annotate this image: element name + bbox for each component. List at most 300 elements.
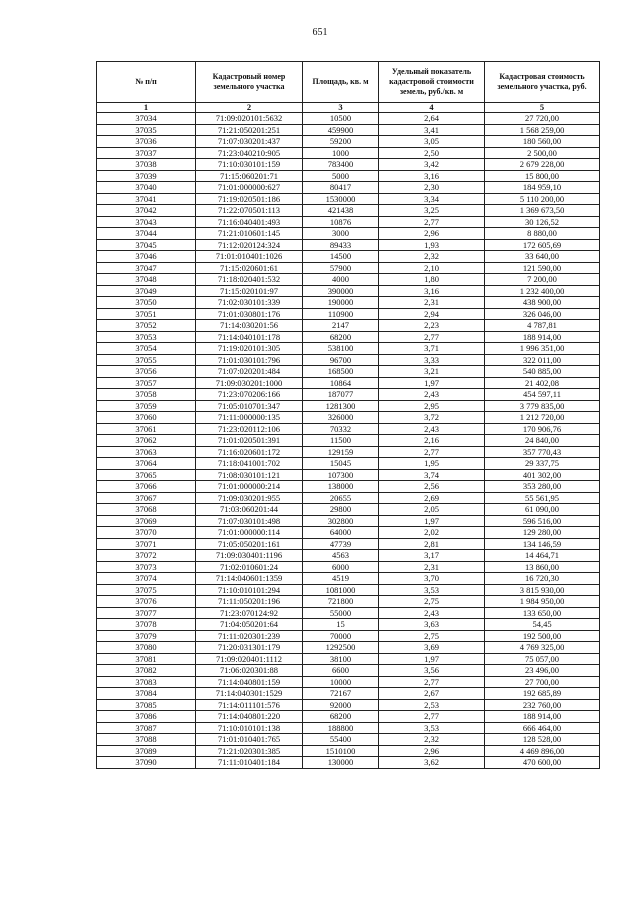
cadastral-number-cell: 71:01:030801:176 (196, 308, 303, 320)
specific-value-cell: 3,56 (379, 665, 485, 677)
table-row (97, 734, 600, 746)
specific-value-cell: 2,43 (379, 607, 485, 619)
row-number-cell: 37042 (97, 205, 196, 217)
cadastral-value-cell: 1 369 673,50 (485, 205, 600, 217)
cadastral-value-cell: 188 914,00 (485, 331, 600, 343)
area-cell: 68200 (303, 331, 379, 343)
row-number-cell: 37034 (97, 113, 196, 125)
cadastral-value-cell: 357 770,43 (485, 446, 600, 458)
cadastral-value-cell: 353 280,00 (485, 481, 600, 493)
area-cell: 10864 (303, 377, 379, 389)
row-number-cell: 37061 (97, 423, 196, 435)
column-number: 1 (97, 103, 196, 113)
specific-value-cell: 3,42 (379, 159, 485, 171)
table-row (97, 722, 600, 734)
cadastral-number-cell: 71:14:040601:1359 (196, 573, 303, 585)
table-row (97, 285, 600, 297)
table-row (97, 170, 600, 182)
cadastral-number-cell: 71:02:030101:339 (196, 297, 303, 309)
cadastral-number-cell: 71:15:020101:97 (196, 285, 303, 297)
cadastral-value-cell: 75 057,00 (485, 653, 600, 665)
area-cell: 59200 (303, 136, 379, 148)
cadastral-value-cell: 1 232 400,00 (485, 285, 600, 297)
specific-value-cell: 2,32 (379, 734, 485, 746)
cadastral-value-cell: 1 568 259,00 (485, 124, 600, 136)
specific-value-cell: 2,43 (379, 423, 485, 435)
area-cell: 68200 (303, 711, 379, 723)
table-row (97, 745, 600, 757)
specific-value-cell: 1,80 (379, 274, 485, 286)
area-cell: 2147 (303, 320, 379, 332)
table-row (97, 757, 600, 769)
table-row (97, 331, 600, 343)
specific-value-cell: 3,21 (379, 366, 485, 378)
cadastral-number-cell: 71:14:040801:220 (196, 711, 303, 723)
area-cell: 4519 (303, 573, 379, 585)
area-cell: 1281300 (303, 400, 379, 412)
row-number-cell: 37055 (97, 354, 196, 366)
specific-value-cell: 3,34 (379, 193, 485, 205)
specific-value-cell: 1,93 (379, 239, 485, 251)
cadastral-number-cell: 71:07:030101:498 (196, 515, 303, 527)
column-number: 2 (196, 103, 303, 113)
table-row (97, 228, 600, 240)
cadastral-number-cell: 71:05:050201:161 (196, 538, 303, 550)
table-row (97, 343, 600, 355)
specific-value-cell: 3,69 (379, 642, 485, 654)
cadastral-number-cell: 71:19:020501:186 (196, 193, 303, 205)
cadastral-number-cell: 71:01:000000:214 (196, 481, 303, 493)
row-number-cell: 37072 (97, 550, 196, 562)
area-cell: 326000 (303, 412, 379, 424)
area-cell: 96700 (303, 354, 379, 366)
specific-value-cell: 2,67 (379, 688, 485, 700)
cadastral-number-cell: 71:11:020301:239 (196, 630, 303, 642)
specific-value-cell: 2,32 (379, 251, 485, 263)
cadastral-value-cell: 192 500,00 (485, 630, 600, 642)
cadastral-number-cell: 71:01:020501:391 (196, 435, 303, 447)
table-body (97, 113, 600, 769)
cadastral-number-cell: 71:23:020112:106 (196, 423, 303, 435)
table-header-row (97, 62, 600, 103)
cadastral-value-cell: 666 464,00 (485, 722, 600, 734)
row-number-cell: 37053 (97, 331, 196, 343)
specific-value-cell: 2,77 (379, 446, 485, 458)
cadastral-value-cell: 3 815 930,00 (485, 584, 600, 596)
row-number-cell: 37054 (97, 343, 196, 355)
table-row (97, 711, 600, 723)
area-cell: 57900 (303, 262, 379, 274)
table-row (97, 239, 600, 251)
row-number-cell: 37039 (97, 170, 196, 182)
specific-value-cell: 3,17 (379, 550, 485, 562)
cadastral-number-cell: 71:11:000000:135 (196, 412, 303, 424)
area-cell: 6600 (303, 665, 379, 677)
row-number-cell: 37079 (97, 630, 196, 642)
cadastral-value-cell: 27 700,00 (485, 676, 600, 688)
cadastral-number-cell: 71:18:041001:702 (196, 458, 303, 470)
area-cell: 1510100 (303, 745, 379, 757)
specific-value-cell: 2,77 (379, 676, 485, 688)
area-cell: 70000 (303, 630, 379, 642)
cadastral-value-cell: 15 800,00 (485, 170, 600, 182)
table-row (97, 619, 600, 631)
table-row (97, 297, 600, 309)
area-cell: 38100 (303, 653, 379, 665)
page-number: 651 (312, 27, 328, 38)
cadastral-number-cell: 71:05:010701:347 (196, 400, 303, 412)
area-cell: 1530000 (303, 193, 379, 205)
row-number-cell: 37043 (97, 216, 196, 228)
row-number-cell: 37068 (97, 504, 196, 516)
cadastral-value-cell: 128 528,00 (485, 734, 600, 746)
table-row (97, 665, 600, 677)
specific-value-cell: 3,63 (379, 619, 485, 631)
row-number-cell: 37047 (97, 262, 196, 274)
specific-value-cell: 2,30 (379, 182, 485, 194)
table-row (97, 193, 600, 205)
specific-value-cell: 2,31 (379, 561, 485, 573)
row-number-cell: 37090 (97, 757, 196, 769)
cadastral-value-cell: 27 720,00 (485, 113, 600, 125)
row-number-cell: 37049 (97, 285, 196, 297)
cadastral-value-cell: 5 110 200,00 (485, 193, 600, 205)
cadastral-value-cell: 540 885,00 (485, 366, 600, 378)
area-cell: 10000 (303, 676, 379, 688)
cadastral-value-cell: 29 337,75 (485, 458, 600, 470)
area-cell: 538100 (303, 343, 379, 355)
header-cadastral-number: Кадастровый номер земельного участка (196, 62, 303, 103)
row-number-cell: 37070 (97, 527, 196, 539)
cadastral-value-cell: 1 984 950,00 (485, 596, 600, 608)
cadastral-value-cell: 438 900,00 (485, 297, 600, 309)
cadastral-number-cell: 71:21:020301:385 (196, 745, 303, 757)
cadastral-value-cell: 2 500,00 (485, 147, 600, 159)
area-cell: 14500 (303, 251, 379, 263)
cadastral-number-cell: 71:08:030101:121 (196, 469, 303, 481)
cadastral-number-cell: 71:06:020301:88 (196, 665, 303, 677)
table-row (97, 412, 600, 424)
area-cell: 5000 (303, 170, 379, 182)
area-cell: 302800 (303, 515, 379, 527)
cadastral-value-cell: 7 200,00 (485, 274, 600, 286)
cadastral-number-cell: 71:01:030101:796 (196, 354, 303, 366)
table-row (97, 124, 600, 136)
cadastral-value-cell: 30 126,52 (485, 216, 600, 228)
cadastral-value-cell: 596 516,00 (485, 515, 600, 527)
cadastral-number-cell: 71:14:011101:576 (196, 699, 303, 711)
area-cell: 4563 (303, 550, 379, 562)
cadastral-number-cell: 71:15:020601:61 (196, 262, 303, 274)
header-area: Площадь, кв. м (303, 62, 379, 103)
cadastral-number-cell: 71:23:070206:166 (196, 389, 303, 401)
cadastral-number-cell: 71:10:030101:159 (196, 159, 303, 171)
header-specific-value: Удельный показатель кадастровой стоимости земель, руб./кв. м (379, 62, 485, 103)
cadastral-value-cell: 14 464,71 (485, 550, 600, 562)
area-cell: 10500 (303, 113, 379, 125)
table-row (97, 308, 600, 320)
cadastral-value-cell: 23 496,00 (485, 665, 600, 677)
specific-value-cell: 3,05 (379, 136, 485, 148)
cadastral-value-cell: 4 769 325,00 (485, 642, 600, 654)
header-cadastral-value: Кадастровая стоимость земельного участка, руб. (485, 62, 600, 103)
cadastral-number-cell: 71:04:050201:64 (196, 619, 303, 631)
table-row (97, 596, 600, 608)
table-row (97, 630, 600, 642)
cadastral-number-cell: 71:11:010401:184 (196, 757, 303, 769)
cadastral-value-cell: 54,45 (485, 619, 600, 631)
table-row (97, 481, 600, 493)
specific-value-cell: 3,41 (379, 124, 485, 136)
specific-value-cell: 2,31 (379, 297, 485, 309)
cadastral-number-cell: 71:02:010601:24 (196, 561, 303, 573)
row-number-cell: 37037 (97, 147, 196, 159)
table-row (97, 205, 600, 217)
cadastral-number-cell: 71:14:040301:1529 (196, 688, 303, 700)
area-cell: 129159 (303, 446, 379, 458)
area-cell: 188800 (303, 722, 379, 734)
cadastral-value-cell: 33 640,00 (485, 251, 600, 263)
cadastral-number-cell: 71:22:070501:113 (196, 205, 303, 217)
row-number-cell: 37077 (97, 607, 196, 619)
column-number-row (97, 103, 600, 113)
specific-value-cell: 2,77 (379, 216, 485, 228)
table-row (97, 458, 600, 470)
area-cell: 89433 (303, 239, 379, 251)
specific-value-cell: 2,50 (379, 147, 485, 159)
cadastral-number-cell: 71:09:030201:1000 (196, 377, 303, 389)
area-cell: 1081000 (303, 584, 379, 596)
row-number-cell: 37071 (97, 538, 196, 550)
area-cell: 70332 (303, 423, 379, 435)
row-number-cell: 37056 (97, 366, 196, 378)
area-cell: 29800 (303, 504, 379, 516)
cadastral-number-cell: 71:01:010401:765 (196, 734, 303, 746)
specific-value-cell: 3,53 (379, 584, 485, 596)
area-cell: 55400 (303, 734, 379, 746)
row-number-cell: 37048 (97, 274, 196, 286)
specific-value-cell: 2,75 (379, 596, 485, 608)
specific-value-cell: 1,97 (379, 515, 485, 527)
cadastral-number-cell: 71:03:060201:44 (196, 504, 303, 516)
cadastral-value-cell: 172 605,69 (485, 239, 600, 251)
cadastral-number-cell: 71:20:031301:179 (196, 642, 303, 654)
row-number-cell: 37078 (97, 619, 196, 631)
area-cell: 6000 (303, 561, 379, 573)
row-number-cell: 37075 (97, 584, 196, 596)
cadastral-value-cell: 13 860,00 (485, 561, 600, 573)
specific-value-cell: 2,81 (379, 538, 485, 550)
table-row (97, 607, 600, 619)
table-row (97, 469, 600, 481)
row-number-cell: 37062 (97, 435, 196, 447)
row-number-cell: 37065 (97, 469, 196, 481)
cadastral-value-cell: 188 914,00 (485, 711, 600, 723)
table-row (97, 446, 600, 458)
specific-value-cell: 3,25 (379, 205, 485, 217)
table-row (97, 676, 600, 688)
specific-value-cell: 3,70 (379, 573, 485, 585)
table-row (97, 147, 600, 159)
cadastral-value-cell: 8 880,00 (485, 228, 600, 240)
specific-value-cell: 2,23 (379, 320, 485, 332)
specific-value-cell: 2,77 (379, 331, 485, 343)
cadastral-number-cell: 71:21:010601:145 (196, 228, 303, 240)
area-cell: 55000 (303, 607, 379, 619)
row-number-cell: 37087 (97, 722, 196, 734)
specific-value-cell: 2,77 (379, 711, 485, 723)
cadastral-value-cell: 55 561,95 (485, 492, 600, 504)
row-number-cell: 37089 (97, 745, 196, 757)
row-number-cell: 37067 (97, 492, 196, 504)
cadastral-number-cell: 71:09:030201:955 (196, 492, 303, 504)
specific-value-cell: 3,16 (379, 170, 485, 182)
specific-value-cell: 2,56 (379, 481, 485, 493)
header-row-number: № п/п (97, 62, 196, 103)
row-number-cell: 37041 (97, 193, 196, 205)
table-row (97, 584, 600, 596)
area-cell: 47739 (303, 538, 379, 550)
cadastral-number-cell: 71:10:010101:294 (196, 584, 303, 596)
row-number-cell: 37038 (97, 159, 196, 171)
specific-value-cell: 2,95 (379, 400, 485, 412)
row-number-cell: 37044 (97, 228, 196, 240)
area-cell: 390000 (303, 285, 379, 297)
cadastral-value-cell: 133 650,00 (485, 607, 600, 619)
cadastral-number-cell: 71:09:030401:1196 (196, 550, 303, 562)
table-row (97, 182, 600, 194)
row-number-cell: 37058 (97, 389, 196, 401)
table-row (97, 688, 600, 700)
cadastral-number-cell: 71:09:020101:5632 (196, 113, 303, 125)
row-number-cell: 37083 (97, 676, 196, 688)
cadastral-value-cell: 470 600,00 (485, 757, 600, 769)
table-row (97, 274, 600, 286)
cadastral-value-cell: 326 046,00 (485, 308, 600, 320)
table-row (97, 354, 600, 366)
table-row (97, 435, 600, 447)
specific-value-cell: 3,74 (379, 469, 485, 481)
specific-value-cell: 2,64 (379, 113, 485, 125)
specific-value-cell: 2,96 (379, 228, 485, 240)
cadastral-value-cell: 170 906,76 (485, 423, 600, 435)
specific-value-cell: 3,71 (379, 343, 485, 355)
row-number-cell: 37045 (97, 239, 196, 251)
specific-value-cell: 1,97 (379, 653, 485, 665)
specific-value-cell: 3,16 (379, 285, 485, 297)
table-row (97, 561, 600, 573)
area-cell: 15 (303, 619, 379, 631)
row-number-cell: 37050 (97, 297, 196, 309)
table-row (97, 366, 600, 378)
cadastral-number-cell: 71:11:050201:196 (196, 596, 303, 608)
cadastral-number-cell: 71:23:070124:92 (196, 607, 303, 619)
cadastral-value-cell: 184 959,10 (485, 182, 600, 194)
cadastral-number-cell: 71:10:010101:138 (196, 722, 303, 734)
specific-value-cell: 2,05 (379, 504, 485, 516)
specific-value-cell: 3,33 (379, 354, 485, 366)
cadastral-value-cell: 2 679 228,00 (485, 159, 600, 171)
row-number-cell: 37088 (97, 734, 196, 746)
row-number-cell: 37073 (97, 561, 196, 573)
table-row (97, 113, 600, 125)
table-row (97, 550, 600, 562)
cadastral-value-cell: 232 760,00 (485, 699, 600, 711)
table-row (97, 216, 600, 228)
cadastral-value-cell: 192 685,89 (485, 688, 600, 700)
cadastral-number-cell: 71:07:030201:437 (196, 136, 303, 148)
table-row (97, 699, 600, 711)
cadastral-value-cell: 3 779 835,00 (485, 400, 600, 412)
area-cell: 64000 (303, 527, 379, 539)
cadastral-value-cell: 322 011,00 (485, 354, 600, 366)
cadastral-number-cell: 71:14:030201:56 (196, 320, 303, 332)
area-cell: 138000 (303, 481, 379, 493)
cadastral-number-cell: 71:19:020101:305 (196, 343, 303, 355)
row-number-cell: 37052 (97, 320, 196, 332)
specific-value-cell: 3,62 (379, 757, 485, 769)
row-number-cell: 37040 (97, 182, 196, 194)
table-row (97, 642, 600, 654)
cadastral-number-cell: 71:01:000000:114 (196, 527, 303, 539)
row-number-cell: 37064 (97, 458, 196, 470)
cadastral-number-cell: 71:14:040101:178 (196, 331, 303, 343)
cadastral-number-cell: 71:14:040801:159 (196, 676, 303, 688)
row-number-cell: 37066 (97, 481, 196, 493)
specific-value-cell: 2,02 (379, 527, 485, 539)
area-cell: 92000 (303, 699, 379, 711)
specific-value-cell: 2,94 (379, 308, 485, 320)
specific-value-cell: 2,69 (379, 492, 485, 504)
cadastral-number-cell: 71:23:040210:905 (196, 147, 303, 159)
cadastral-value-cell: 180 560,00 (485, 136, 600, 148)
table-row (97, 527, 600, 539)
row-number-cell: 37063 (97, 446, 196, 458)
cadastral-value-cell: 61 090,00 (485, 504, 600, 516)
area-cell: 20655 (303, 492, 379, 504)
table-row (97, 492, 600, 504)
table-row (97, 400, 600, 412)
cadastral-value-cell: 121 590,00 (485, 262, 600, 274)
cadastral-value-table (96, 61, 600, 769)
table-row (97, 389, 600, 401)
specific-value-cell: 2,53 (379, 699, 485, 711)
area-cell: 4000 (303, 274, 379, 286)
area-cell: 110900 (303, 308, 379, 320)
cadastral-number-cell: 71:21:050201:251 (196, 124, 303, 136)
cadastral-value-cell: 4 469 896,00 (485, 745, 600, 757)
specific-value-cell: 2,10 (379, 262, 485, 274)
row-number-cell: 37085 (97, 699, 196, 711)
area-cell: 190000 (303, 297, 379, 309)
cadastral-number-cell: 71:07:020201:484 (196, 366, 303, 378)
specific-value-cell: 3,72 (379, 412, 485, 424)
table-row (97, 515, 600, 527)
table-row (97, 159, 600, 171)
cadastral-value-cell: 16 720,30 (485, 573, 600, 585)
row-number-cell: 37082 (97, 665, 196, 677)
cadastral-value-cell: 134 146,59 (485, 538, 600, 550)
column-number: 5 (485, 103, 600, 113)
cadastral-number-cell: 71:01:000000:627 (196, 182, 303, 194)
table-row (97, 320, 600, 332)
specific-value-cell: 2,96 (379, 745, 485, 757)
cadastral-value-cell: 129 280,00 (485, 527, 600, 539)
area-cell: 15045 (303, 458, 379, 470)
area-cell: 72167 (303, 688, 379, 700)
area-cell: 168500 (303, 366, 379, 378)
row-number-cell: 37060 (97, 412, 196, 424)
